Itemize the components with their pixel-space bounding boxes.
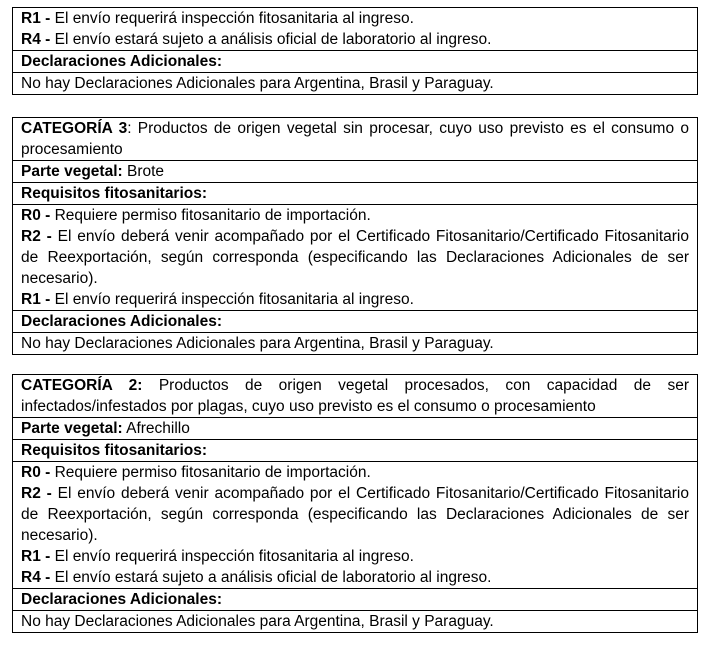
additional-declarations-text: No hay Declaraciones Adicionales para Argentina, Brasil y Paraguay. xyxy=(13,72,697,94)
requirement-text: El envío requerirá inspección fitosanitaria al ingreso. xyxy=(50,291,414,308)
phytosanitary-requirements-heading: Requisitos fitosanitarios: xyxy=(13,182,697,204)
requirement-r0 xyxy=(21,462,689,483)
requirements-table-continued xyxy=(12,7,698,95)
requirement-code: R1 - xyxy=(21,548,51,565)
plant-part-label: Parte vegetal: xyxy=(21,163,123,180)
requirement-text: El envío estará sujeto a análisis oficial de laboratorio al ingreso. xyxy=(50,31,492,48)
requirement-r2 xyxy=(21,226,689,289)
category-3-table xyxy=(12,117,698,355)
category-2-table xyxy=(12,374,698,633)
plant-part-label: Parte vegetal: xyxy=(21,420,123,437)
requirement-code: R4 - xyxy=(21,31,51,48)
requirement-code: R0 - xyxy=(21,207,51,224)
requirement-r4 xyxy=(21,567,689,588)
plant-part-value: Afrechillo xyxy=(122,420,190,437)
requirement-code: R4 - xyxy=(21,569,51,586)
requirement-code: R2 - xyxy=(21,228,52,245)
requirement-r2 xyxy=(21,483,689,546)
requirements-row xyxy=(13,461,697,588)
additional-declarations-text: No hay Declaraciones Adicionales para Argentina, Brasil y Paraguay. xyxy=(13,332,697,354)
requirement-code: R1 - xyxy=(21,10,51,27)
requirements-row xyxy=(13,8,697,50)
requirement-code: R0 - xyxy=(21,464,51,481)
requirement-code: R2 - xyxy=(21,485,52,502)
requirement-text: El envío deberá venir acompañado por el Certificado Fitosanitario/Certificado Fitosanitario de Reexportación, según corresponda (especificando las Declaraciones Adicionales de ser necesario). xyxy=(21,228,689,287)
requirement-text: El envío requerirá inspección fitosanitaria al ingreso. xyxy=(50,10,414,27)
plant-part-value: Brote xyxy=(122,163,165,180)
phytosanitary-requirements-heading: Requisitos fitosanitarios: xyxy=(13,439,697,461)
requirement-r1 xyxy=(21,289,689,310)
requirement-r1 xyxy=(21,546,689,567)
category-row xyxy=(13,375,697,417)
requirement-r4 xyxy=(21,29,689,50)
additional-declarations-heading: Declaraciones Adicionales: xyxy=(13,50,697,72)
additional-declarations-heading: Declaraciones Adicionales: xyxy=(13,310,697,332)
category-row xyxy=(13,118,697,160)
category-description: : Productos de origen vegetal sin procesar, cuyo uso previsto es el consumo o procesamiento xyxy=(21,120,689,158)
requirement-text: El envío deberá venir acompañado por el Certificado Fitosanitario/Certificado Fitosanitario de Reexportación, según corresponda (especificando las Declaraciones Adicionales de ser necesario). xyxy=(21,485,689,544)
requirement-text: Requiere permiso fitosanitario de importación. xyxy=(50,207,371,224)
requirement-text: Requiere permiso fitosanitario de importación. xyxy=(50,464,371,481)
requirement-code: R1 - xyxy=(21,291,51,308)
category-description: Productos de origen vegetal procesados, con capacidad de ser infectados/infestados por plagas, cuyo uso previsto es el consumo o procesamiento xyxy=(21,377,689,415)
plant-part-row xyxy=(13,160,697,182)
requirement-text: El envío requerirá inspección fitosanitaria al ingreso. xyxy=(50,548,414,565)
plant-part-row xyxy=(13,417,697,439)
additional-declarations-heading: Declaraciones Adicionales: xyxy=(13,588,697,610)
requirement-text: El envío estará sujeto a análisis oficial de laboratorio al ingreso. xyxy=(50,569,492,586)
category-label: CATEGORÍA 3 xyxy=(21,120,128,137)
requirement-r1 xyxy=(21,8,689,29)
category-label: CATEGORÍA 2: xyxy=(21,377,143,394)
requirements-row xyxy=(13,204,697,310)
requirement-r0 xyxy=(21,205,689,226)
additional-declarations-text: No hay Declaraciones Adicionales para Argentina, Brasil y Paraguay. xyxy=(13,610,697,632)
